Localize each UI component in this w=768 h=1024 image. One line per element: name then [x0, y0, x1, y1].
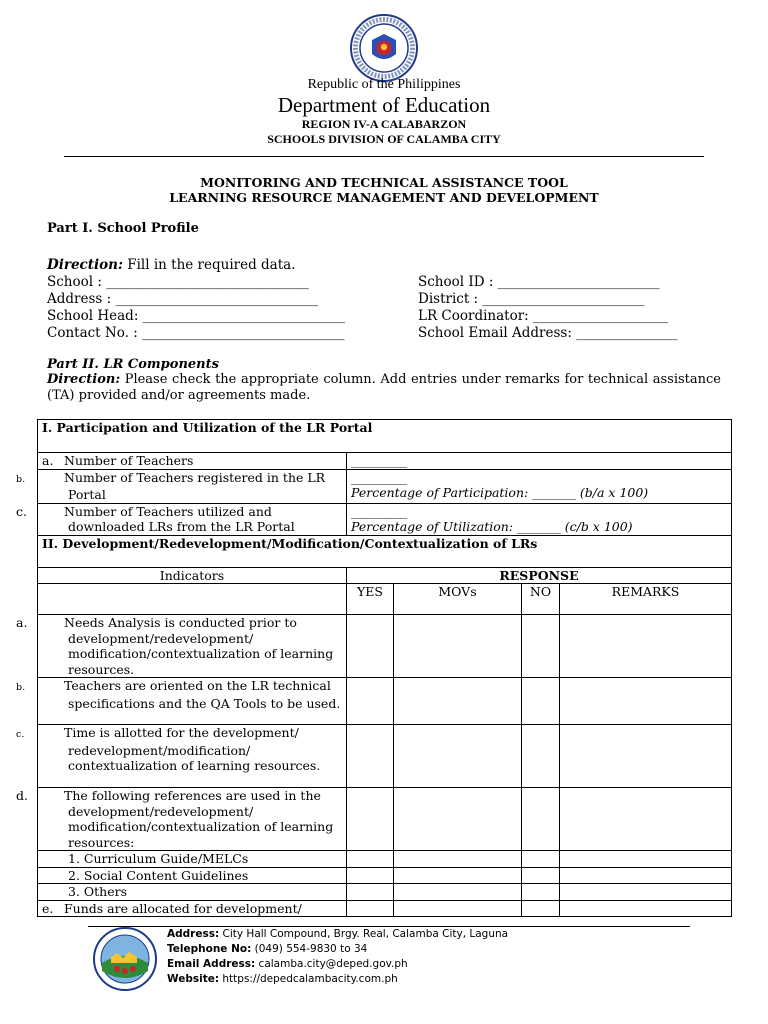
indicator-cell: a. Needs Analysis is conducted prior to development/redevelopment/ modification/contextualization of learning resources. — [38, 615, 347, 678]
remarks-cell[interactable] — [560, 884, 732, 901]
part2-heading: Part II. LR Components — [47, 357, 219, 372]
movs-cell[interactable] — [394, 884, 522, 901]
column-header-row — [38, 584, 732, 615]
remarks-cell[interactable] — [560, 615, 732, 678]
indicator-cell: c. Time is allotted for the development/ redevelopment/modification/ contextualization of learning resources. — [38, 725, 347, 788]
remarks-cell[interactable] — [560, 867, 732, 884]
table-row — [38, 469, 732, 503]
field-school-head[interactable]: School Head: ______________________________ — [47, 308, 346, 324]
yes-checkbox-cell[interactable] — [347, 851, 394, 868]
col-yes: YES — [347, 584, 394, 615]
remarks-cell[interactable] — [560, 725, 732, 788]
yes-checkbox-cell[interactable] — [347, 884, 394, 901]
region-name: REGION IV-A CALABARZON — [301, 117, 467, 131]
participation-percentage: Percentage of Participation: _______ (b/a x 100) — [351, 485, 649, 500]
yes-checkbox-cell[interactable] — [347, 900, 394, 917]
no-checkbox-cell[interactable] — [522, 900, 560, 917]
field-school-id[interactable]: School ID : ________________________ — [418, 274, 660, 290]
yes-checkbox-cell[interactable] — [347, 615, 394, 678]
field-lr-coordinator[interactable]: LR Coordinator: ____________________ — [418, 308, 669, 324]
response-header: RESPONSE — [347, 567, 732, 584]
section-header-row — [38, 535, 732, 567]
no-checkbox-cell[interactable] — [522, 884, 560, 901]
col-movs: MOVs — [394, 584, 522, 615]
field-school-email[interactable]: School Email Address: _______________ — [418, 325, 678, 341]
republic-line: Republic of the Philippines — [307, 77, 461, 92]
yes-checkbox-cell[interactable] — [347, 867, 394, 884]
part1-direction — [47, 257, 295, 273]
indicator-cell: d. The following references are used in the development/redevelopment/ modification/contextualization of learning resources: — [38, 788, 347, 851]
yes-checkbox-cell[interactable] — [347, 678, 394, 725]
footer-divider — [88, 926, 690, 927]
registered-count-field[interactable]: _________ Percentage of Participation: _______ (b/a x 100) — [347, 469, 732, 503]
table-row — [38, 788, 732, 851]
part2-direction — [47, 372, 721, 404]
col-no: NO — [522, 584, 560, 615]
movs-cell[interactable] — [394, 900, 522, 917]
remarks-cell[interactable] — [560, 788, 732, 851]
division-name: SCHOOLS DIVISION OF CALAMBA CITY — [267, 132, 501, 146]
footer-website[interactable]: Website: https://depedcalambacity.com.ph — [167, 973, 398, 985]
table-row — [38, 725, 732, 788]
table-row — [38, 678, 732, 725]
no-checkbox-cell[interactable] — [522, 851, 560, 868]
row-label: b. Number of Teachers registered in the LR Portal — [38, 469, 347, 503]
yes-checkbox-cell[interactable] — [347, 788, 394, 851]
movs-cell[interactable] — [394, 867, 522, 884]
direction-label: Direction: — [47, 257, 123, 273]
column-group-row — [38, 567, 732, 584]
part1-heading: Part I. School Profile — [47, 221, 199, 236]
utilization-percentage: Percentage of Utilization: _______ (c/b x 100) — [351, 519, 633, 534]
section-header-row — [38, 420, 732, 453]
subitem-cell: 2. Social Content Guidelines — [38, 867, 347, 884]
no-checkbox-cell[interactable] — [522, 725, 560, 788]
subitem-cell: 3. Others — [38, 884, 347, 901]
field-school[interactable]: School : ______________________________ — [47, 274, 309, 290]
footer-telephone: Telephone No: (049) 554-9830 to 34 — [167, 943, 368, 955]
no-checkbox-cell[interactable] — [522, 615, 560, 678]
movs-cell[interactable] — [394, 788, 522, 851]
row-label: a. Number of Teachers — [38, 453, 347, 470]
document-title: MONITORING AND TECHNICAL ASSISTANCE TOOL — [200, 175, 568, 190]
no-checkbox-cell[interactable] — [522, 788, 560, 851]
remarks-cell[interactable] — [560, 851, 732, 868]
direction-label: Direction: — [47, 372, 121, 387]
movs-cell[interactable] — [394, 615, 522, 678]
row-label: c. Number of Teachers utilized and downloaded LRs from the LR Portal — [38, 503, 347, 535]
movs-cell[interactable] — [394, 851, 522, 868]
section1-title: I. Participation and Utilization of the LR Portal — [38, 420, 732, 453]
direction-text: Please check the appropriate column. Add entries under remarks for technical assistance (TA) provided and/or agreements made. — [47, 372, 721, 403]
no-checkbox-cell[interactable] — [522, 867, 560, 884]
indicators-header: Indicators — [38, 567, 347, 584]
yes-checkbox-cell[interactable] — [347, 725, 394, 788]
col-remarks: REMARKS — [560, 584, 732, 615]
table-row — [38, 503, 732, 535]
table-row — [38, 851, 732, 868]
header-divider — [64, 156, 704, 157]
footer-address: Address: City Hall Compound, Brgy. Real, Calamba City, Laguna — [167, 928, 509, 940]
table-row — [38, 615, 732, 678]
movs-cell[interactable] — [394, 678, 522, 725]
footer-email[interactable]: Email Address: calamba.city@deped.gov.ph — [167, 958, 408, 970]
movs-cell[interactable] — [394, 725, 522, 788]
department-name: Department of Education — [277, 93, 491, 117]
indicator-cell: e. Funds are allocated for development/ — [38, 900, 347, 917]
lr-components-table — [16, 419, 732, 917]
field-address[interactable]: Address : ______________________________ — [47, 291, 318, 307]
section2-title: II. Development/Redevelopment/Modification/Contextualization of LRs — [38, 535, 732, 567]
indicator-cell: b. Teachers are oriented on the LR technical specifications and the QA Tools to be used. — [38, 678, 347, 725]
table-row — [38, 867, 732, 884]
table-row — [38, 900, 732, 917]
remarks-cell[interactable] — [560, 900, 732, 917]
remarks-cell[interactable] — [560, 678, 732, 725]
empty-cell — [38, 584, 347, 615]
direction-text: Fill in the required data. — [122, 257, 296, 273]
field-contact-no[interactable]: Contact No. : ______________________________ — [47, 325, 345, 341]
table-row — [38, 453, 732, 470]
no-checkbox-cell[interactable] — [522, 678, 560, 725]
utilized-count-field[interactable]: _________ Percentage of Utilization: _______ (c/b x 100) — [347, 503, 732, 535]
division-logo-icon — [93, 927, 157, 991]
field-district[interactable]: District : ________________________ — [418, 291, 645, 307]
subitem-cell: 1. Curriculum Guide/MELCs — [38, 851, 347, 868]
document-subtitle: LEARNING RESOURCE MANAGEMENT AND DEVELOPMENT — [169, 190, 599, 205]
teachers-count-field[interactable]: _________ — [347, 453, 732, 470]
table-row — [38, 884, 732, 901]
deped-seal-icon — [350, 14, 418, 82]
